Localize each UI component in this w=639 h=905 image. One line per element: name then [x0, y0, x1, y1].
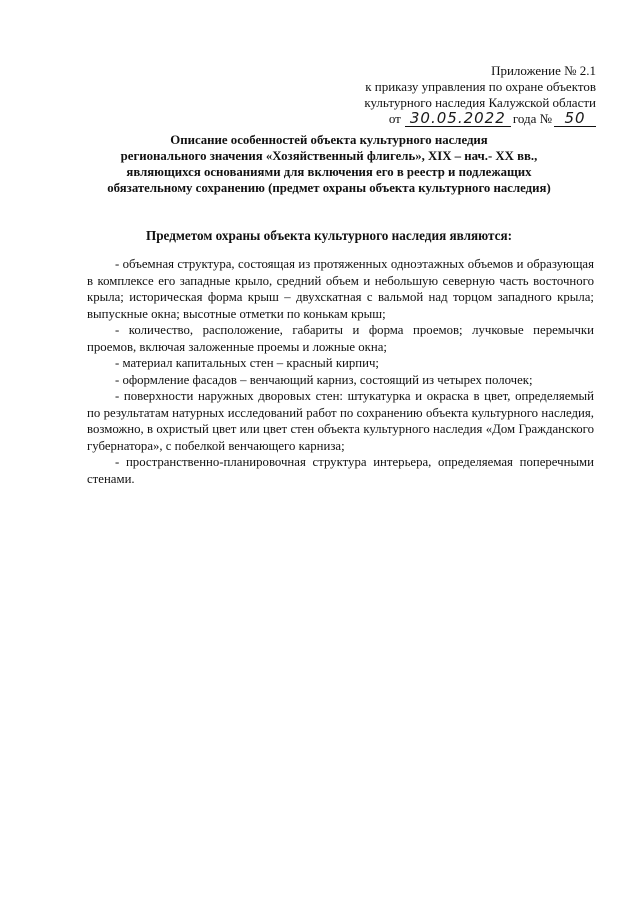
protection-item-openings: - количество, расположение, габариты и форма проемов; лучковые перемычки проемов, включая заложенные проемы и ложные окна; — [87, 323, 594, 354]
year-number-label: года № — [512, 111, 552, 126]
protection-items-list — [87, 256, 594, 487]
appendix-header — [364, 63, 596, 127]
protection-item-wall-surfaces: - поверхности наружных дворовых стен: штукатурка и окраска в цвет, определяемый по результатам натурных исследований работ по сохранению объекта культурного наследия, возможно, в охристый цвет или цвет стен объекта культурного наследия «Дом Гражданского губернатора», с побелкой венчающего карниза; — [87, 389, 594, 453]
order-number-field — [554, 111, 596, 127]
appendix-line-1: Приложение № 2.1 — [491, 63, 596, 78]
order-number: 50 — [564, 109, 586, 127]
title-line-4: обязательному сохранению (предмет охраны объекта культурного наследия) — [107, 181, 551, 195]
protection-item-volume: - объемная структура, состоящая из протяженных одноэтажных объемов и образующая в комплексе его западные крыло, средний объем и небольшую северную часть восточного крыла; историческая форма крыш – двухскатная с вальмой над торцом западного крыла; выпускные окна; высотные отметки по конькам крыш; — [87, 257, 594, 321]
order-date-field — [405, 111, 511, 127]
order-date: 30.05.2022 — [409, 109, 506, 127]
section-subtitle: Предметом охраны объекта культурного наследия являются: — [145, 228, 513, 243]
appendix-line-2: к приказу управления по охране объектов — [365, 79, 596, 94]
appendix-order-line — [364, 111, 596, 127]
protection-item-interior: - пространственно-планировочная структура интерьера, определяемая поперечными стенами. — [87, 455, 594, 486]
title-line-3: являющихся основаниями для включения его в реестр и подлежащих — [126, 165, 532, 179]
appendix-line-3: культурного наследия Калужской области — [364, 95, 596, 110]
protection-item-facade: - оформление фасадов – венчающий карниз, состоящий из четырех полочек; — [115, 372, 533, 387]
title-line-2: регионального значения «Хозяйственный флигель», XIX – нач.- XX вв., — [120, 149, 538, 163]
document-title — [60, 132, 598, 196]
protection-item-wall-material: - материал капитальных стен – красный кирпич; — [115, 356, 379, 370]
from-label: от — [388, 111, 401, 126]
title-line-1: Описание особенностей объекта культурного наследия — [170, 133, 488, 147]
